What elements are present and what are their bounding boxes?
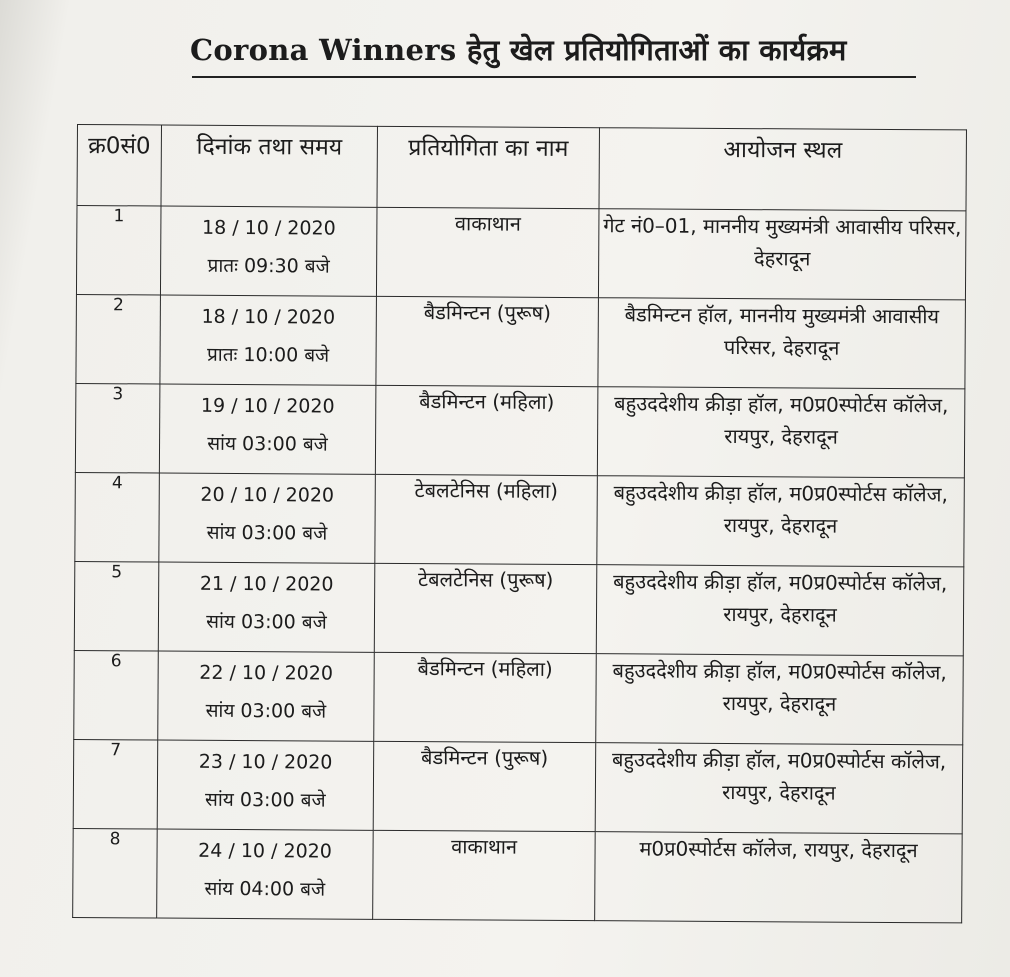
schedule-table bbox=[72, 124, 967, 923]
row-date: 21 / 10 / 2020 bbox=[199, 572, 334, 596]
row-date-time bbox=[158, 651, 375, 741]
row-time: सांय 04:00 बजे bbox=[204, 877, 326, 901]
document-title: Corona Winners हेतु खेल प्रतियोगिताओं का कार्यक्रम bbox=[190, 33, 847, 67]
row-serial: 8 bbox=[73, 828, 158, 918]
row-time: सांय 03:00 बजे bbox=[207, 432, 328, 456]
row-event: टेबलटेनिस (पुरूष) bbox=[374, 563, 597, 653]
row-venue: बहुउददेशीय क्रीड़ा हॉल, म0प्र0स्पोर्टस कॉलेज, रायपुर, देहरादून bbox=[596, 565, 964, 656]
row-event: बैडमिन्टन (महिला) bbox=[375, 385, 598, 475]
row-serial: 2 bbox=[76, 294, 161, 384]
row-event: टेबलटेनिस (महिला) bbox=[375, 474, 598, 564]
row-event: बैडमिन्टन (पुरूष) bbox=[376, 296, 599, 386]
row-serial: 1 bbox=[76, 206, 161, 296]
table-row bbox=[73, 739, 963, 833]
table-header-row bbox=[77, 125, 966, 211]
row-venue: बहुउददेशीय क्रीड़ा हॉल, म0प्र0स्पोर्टस कॉलेज, रायपुर, देहरादून bbox=[595, 743, 963, 834]
header-venue: आयोजन स्थल bbox=[599, 128, 966, 211]
row-serial: 5 bbox=[74, 561, 159, 651]
row-venue: गेट नं0–01, माननीय मुख्यमंत्री आवासीय परिसर, देहरादून bbox=[598, 209, 966, 300]
row-date-time bbox=[157, 829, 374, 919]
row-time: सांय 03:00 बजे bbox=[206, 610, 327, 634]
header-event: प्रतियोगिता का नाम bbox=[377, 126, 599, 208]
row-time: प्रातः 10:00 बजे bbox=[206, 343, 330, 367]
row-date-time bbox=[160, 295, 377, 385]
table-row bbox=[76, 294, 966, 388]
row-date-time bbox=[157, 740, 374, 830]
row-date-time bbox=[159, 473, 376, 563]
row-event: वाकाथान bbox=[373, 830, 596, 920]
row-time: सांय 03:00 बजे bbox=[206, 521, 328, 545]
row-date: 22 / 10 / 2020 bbox=[199, 661, 334, 685]
header-date-time: दिनांक तथा समय bbox=[161, 125, 377, 207]
row-date: 20 / 10 / 2020 bbox=[200, 483, 335, 507]
table-row bbox=[75, 383, 965, 477]
row-date: 24 / 10 / 2020 bbox=[198, 839, 332, 863]
row-time: सांय 03:00 बजे bbox=[205, 788, 326, 812]
row-event: बैडमिन्टन (महिला) bbox=[374, 652, 597, 742]
row-event: वाकाथान bbox=[376, 207, 599, 297]
table-row bbox=[73, 828, 963, 922]
row-venue: म0प्र0स्पोर्टस कॉलेज, रायपुर, देहरादून bbox=[595, 832, 963, 923]
table-row bbox=[76, 206, 966, 300]
row-date: 18 / 10 / 2020 bbox=[201, 216, 336, 240]
header-serial: क्र0सं0 bbox=[77, 125, 161, 207]
row-serial: 7 bbox=[73, 739, 158, 829]
row-date-time bbox=[160, 206, 377, 296]
row-time: सांय 03:00 बजे bbox=[205, 699, 327, 723]
table-row bbox=[74, 650, 964, 744]
title-underline bbox=[192, 76, 916, 78]
row-time: प्रातः 09:30 बजे bbox=[207, 254, 330, 278]
row-venue: बहुउददेशीय क्रीड़ा हॉल, म0प्र0स्पोर्टस कॉलेज, रायपुर, देहरादून bbox=[597, 387, 965, 478]
table-row bbox=[74, 561, 964, 655]
row-venue: बहुउददेशीय क्रीड़ा हॉल, म0प्र0स्पोर्टस कॉलेज, रायपुर, देहरादून bbox=[596, 654, 964, 745]
row-serial: 3 bbox=[75, 383, 160, 473]
row-date-time bbox=[158, 562, 375, 652]
row-date-time bbox=[159, 384, 376, 474]
row-date: 18 / 10 / 2020 bbox=[201, 305, 336, 329]
row-venue: बहुउददेशीय क्रीड़ा हॉल, म0प्र0स्पोर्टस कॉलेज, रायपुर, देहरादून bbox=[597, 476, 965, 567]
row-date: 19 / 10 / 2020 bbox=[200, 394, 335, 418]
row-event: बैडमिन्टन (पुरूष) bbox=[373, 741, 596, 831]
row-date: 23 / 10 / 2020 bbox=[198, 750, 333, 774]
row-venue: बैडमिन्टन हॉल, माननीय मुख्यमंत्री आवासीय परिसर, देहरादून bbox=[598, 298, 966, 389]
table-row bbox=[75, 472, 965, 566]
row-serial: 6 bbox=[74, 650, 159, 740]
row-serial: 4 bbox=[75, 472, 160, 562]
